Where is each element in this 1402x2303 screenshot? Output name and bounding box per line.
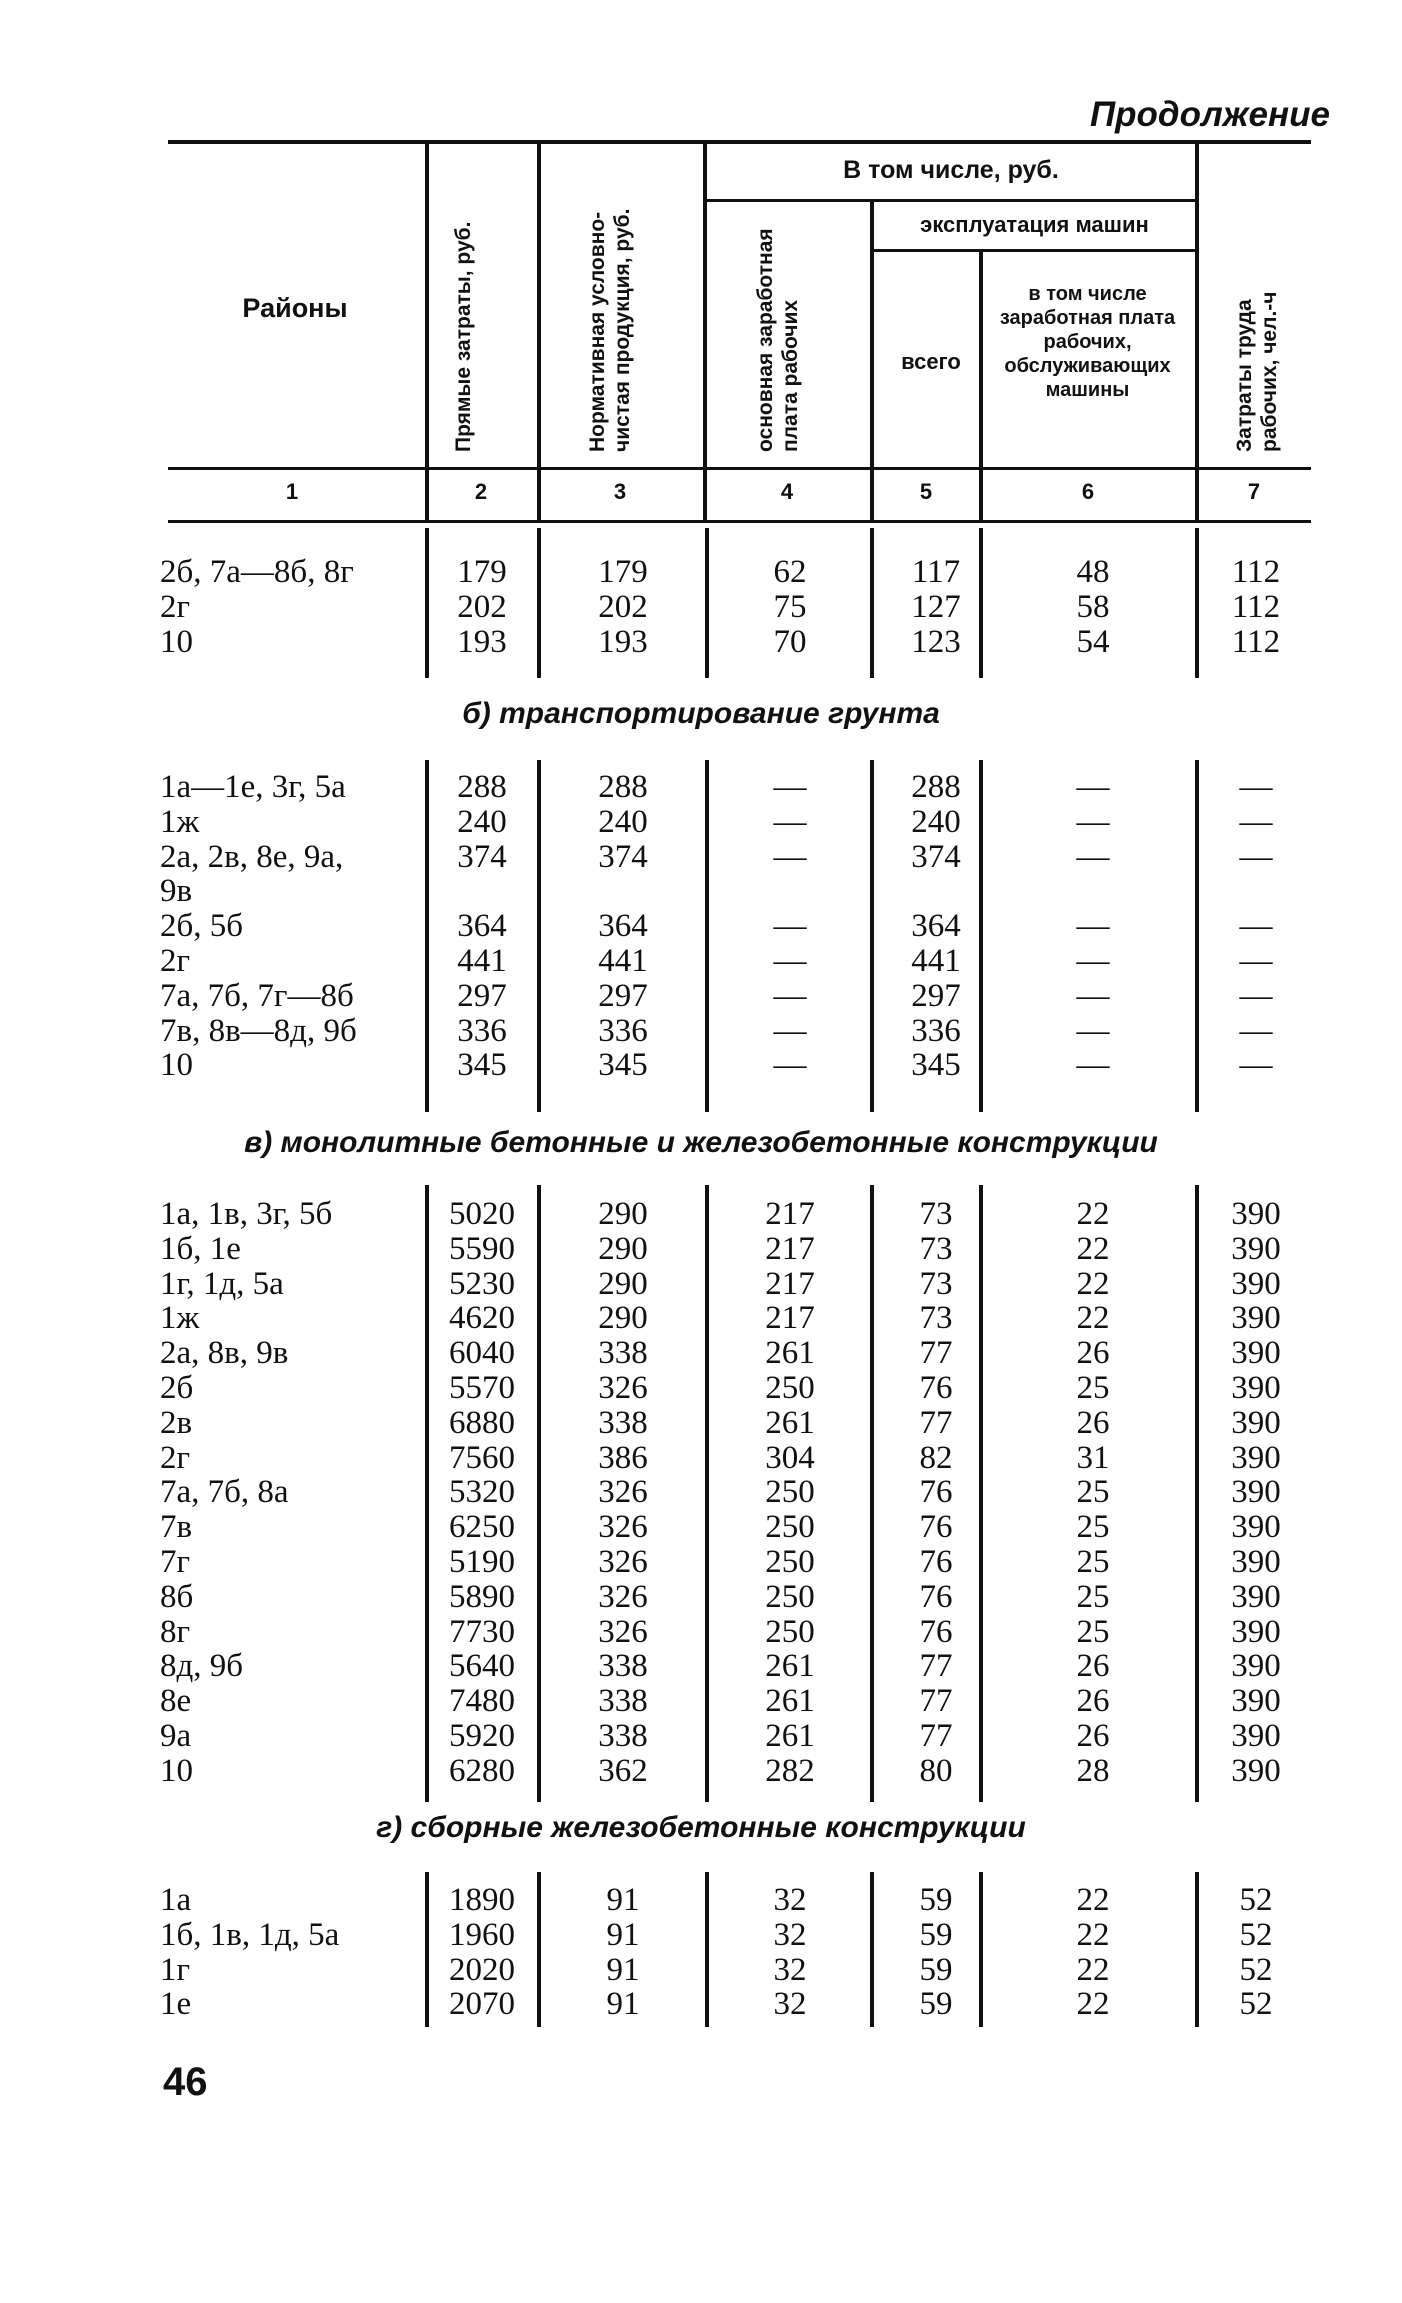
normative-output-cell: 193 <box>598 624 648 660</box>
labor-costs-cell: 390 <box>1231 1683 1281 1719</box>
page-number: 46 <box>163 2060 208 2104</box>
direct-costs-cell: 6280 <box>449 1753 515 1789</box>
normative-output-cell: 288 <box>598 769 648 805</box>
normative-output-cell: 91 <box>606 1986 640 2022</box>
region-cell: 2г <box>160 943 191 979</box>
base-wage-cell: 32 <box>773 1952 807 1988</box>
table-row <box>0 1441 1402 1476</box>
direct-costs-cell: 5590 <box>449 1231 515 1267</box>
machine-wage-cell: 25 <box>1076 1579 1110 1615</box>
machine-wage-cell: 26 <box>1076 1718 1110 1754</box>
base-wage-cell: — <box>773 1047 807 1083</box>
base-wage-cell: 75 <box>773 589 807 625</box>
table-row <box>0 1918 1402 1953</box>
machine-total-cell: 76 <box>919 1509 953 1545</box>
region-cell: 7а, 7б, 8а <box>160 1474 289 1510</box>
labor-costs-cell: 390 <box>1231 1544 1281 1580</box>
region-cell: 2в <box>160 1405 193 1441</box>
normative-output-cell: 91 <box>606 1952 640 1988</box>
region-cell: 10 <box>160 624 193 660</box>
labor-costs-cell: 52 <box>1239 1882 1273 1918</box>
machine-wage-cell: 54 <box>1076 624 1110 660</box>
machine-wage-cell: 22 <box>1076 1231 1110 1267</box>
region-cell: 8б <box>160 1579 194 1615</box>
table-row <box>0 1336 1402 1371</box>
table-row <box>0 1406 1402 1441</box>
machine-wage-cell: — <box>1076 839 1110 875</box>
direct-costs-cell: 2070 <box>449 1986 515 2022</box>
table-row <box>0 625 1402 660</box>
normative-output-cell: 386 <box>598 1440 648 1476</box>
labor-costs-cell: — <box>1239 943 1273 979</box>
direct-costs-cell: 7480 <box>449 1683 515 1719</box>
labor-costs-cell: 390 <box>1231 1718 1281 1754</box>
region-cell: 1а—1е, 3г, 5а <box>160 769 346 805</box>
machine-wage-cell: 22 <box>1076 1882 1110 1918</box>
table-row <box>0 1014 1402 1049</box>
table-row <box>0 805 1402 840</box>
normative-output-cell: 91 <box>606 1882 640 1918</box>
machine-total-cell: 76 <box>919 1614 953 1650</box>
header-vline-6 <box>1195 144 1199 520</box>
header-vline-2 <box>537 144 541 520</box>
machine-rule <box>873 249 1196 252</box>
normative-output-cell: 338 <box>598 1405 648 1441</box>
table-row <box>0 874 1402 909</box>
region-cell: 8е <box>160 1683 192 1719</box>
machine-total-cell: 441 <box>911 943 961 979</box>
region-cell: 2б, 7а—8б, 8г <box>160 554 354 590</box>
base-wage-cell: 250 <box>765 1544 815 1580</box>
table-row <box>0 1615 1402 1650</box>
machine-total-cell: 73 <box>919 1300 953 1336</box>
base-wage-cell: 250 <box>765 1370 815 1406</box>
direct-costs-cell: 193 <box>457 624 507 660</box>
labor-costs-cell: 112 <box>1231 589 1281 625</box>
normative-output-cell: 364 <box>598 908 648 944</box>
region-cell: 7в <box>160 1509 193 1545</box>
table-row <box>0 1197 1402 1232</box>
labor-costs-cell: 52 <box>1239 1917 1273 1953</box>
header-total: всего <box>901 349 961 374</box>
labor-costs-cell: — <box>1239 769 1273 805</box>
direct-costs-cell: 2020 <box>449 1952 515 1988</box>
region-cell: 9в <box>160 873 193 909</box>
machine-wage-cell: 25 <box>1076 1474 1110 1510</box>
header-including-rub: В том числе, руб. <box>843 156 1059 184</box>
top-rule <box>168 140 1311 144</box>
machine-total-cell: 76 <box>919 1579 953 1615</box>
region-cell: 2б <box>160 1370 194 1406</box>
normative-output-cell: 326 <box>598 1509 648 1545</box>
base-wage-cell: 70 <box>773 624 807 660</box>
header-vline-1 <box>425 144 429 520</box>
direct-costs-cell: 179 <box>457 554 507 590</box>
direct-costs-cell: 1890 <box>449 1882 515 1918</box>
region-cell: 2б, 5б <box>160 908 244 944</box>
labor-costs-cell: 390 <box>1231 1509 1281 1545</box>
normative-output-cell: 441 <box>598 943 648 979</box>
base-wage-cell: 261 <box>765 1335 815 1371</box>
machine-wage-cell: 25 <box>1076 1370 1110 1406</box>
normative-output-cell: 240 <box>598 804 648 840</box>
labor-costs-cell: 390 <box>1231 1300 1281 1336</box>
normative-output-cell: 326 <box>598 1579 648 1615</box>
base-wage-cell: 32 <box>773 1882 807 1918</box>
normative-output-cell: 345 <box>598 1047 648 1083</box>
machine-total-cell: 73 <box>919 1231 953 1267</box>
region-cell: 2а, 2в, 8е, 9а, <box>160 839 344 875</box>
base-wage-cell: 217 <box>765 1300 815 1336</box>
col-number-6: 6 <box>1081 479 1095 504</box>
labor-costs-cell: 390 <box>1231 1579 1281 1615</box>
base-wage-cell: 217 <box>765 1231 815 1267</box>
labor-costs-cell: — <box>1239 839 1273 875</box>
normative-output-cell: 338 <box>598 1648 648 1684</box>
base-wage-cell: — <box>773 943 807 979</box>
direct-costs-cell: 5320 <box>449 1474 515 1510</box>
labor-costs-cell: 390 <box>1231 1370 1281 1406</box>
section-title-precast: г) сборные железобетонные конструкции <box>376 1811 1026 1844</box>
normative-output-cell: 326 <box>598 1614 648 1650</box>
header-vline-4 <box>870 199 874 520</box>
header-bottom-rule <box>168 467 1311 470</box>
region-cell: 10 <box>160 1753 193 1789</box>
normative-output-cell: 374 <box>598 839 648 875</box>
region-cell: 2г <box>160 1440 191 1476</box>
machine-total-cell: 127 <box>911 589 961 625</box>
labor-costs-cell: 390 <box>1231 1440 1281 1476</box>
region-cell: 1е <box>160 1986 192 2022</box>
labor-costs-cell: 52 <box>1239 1952 1273 1988</box>
machine-wage-cell: — <box>1076 908 1110 944</box>
header-vline-5 <box>979 252 983 520</box>
direct-costs-cell: 441 <box>457 943 507 979</box>
machine-total-cell: 76 <box>919 1474 953 1510</box>
labor-costs-cell: — <box>1239 1047 1273 1083</box>
col-number-2: 2 <box>474 479 488 504</box>
normative-output-cell: 336 <box>598 1013 648 1049</box>
base-wage-cell: 261 <box>765 1405 815 1441</box>
machine-total-cell: 77 <box>919 1718 953 1754</box>
base-wage-cell: 250 <box>765 1614 815 1650</box>
normative-output-cell: 362 <box>598 1753 648 1789</box>
machine-wage-cell: 26 <box>1076 1405 1110 1441</box>
normative-output-cell: 290 <box>598 1266 648 1302</box>
normative-output-cell: 290 <box>598 1300 648 1336</box>
machine-total-cell: 240 <box>911 804 961 840</box>
header-labor-costs: Затраты труда рабочих, чел.-ч <box>1233 291 1281 452</box>
region-cell: 9а <box>160 1718 192 1754</box>
region-cell: 1а, 1в, 3г, 5б <box>160 1196 333 1232</box>
direct-costs-cell: 5920 <box>449 1718 515 1754</box>
normative-output-cell: 338 <box>598 1335 648 1371</box>
machine-wage-cell: 22 <box>1076 1917 1110 1953</box>
machine-wage-cell: 26 <box>1076 1335 1110 1371</box>
region-cell: 1г, 1д, 5а <box>160 1266 284 1302</box>
base-wage-cell: 32 <box>773 1917 807 1953</box>
labor-costs-cell: 390 <box>1231 1614 1281 1650</box>
labor-costs-cell: 112 <box>1231 624 1281 660</box>
region-cell: 8г <box>160 1614 191 1650</box>
machine-wage-cell: 22 <box>1076 1196 1110 1232</box>
header-base-wage: основная заработная плата рабочих <box>754 228 802 452</box>
machine-wage-cell: 28 <box>1076 1753 1110 1789</box>
machine-total-cell: 59 <box>919 1952 953 1988</box>
direct-costs-cell: 240 <box>457 804 507 840</box>
machine-wage-cell: 25 <box>1076 1544 1110 1580</box>
col-number-3: 3 <box>613 479 627 504</box>
direct-costs-cell: 5020 <box>449 1196 515 1232</box>
direct-costs-cell: 364 <box>457 908 507 944</box>
table-row <box>0 1754 1402 1789</box>
table-row <box>0 1987 1402 2022</box>
region-cell: 10 <box>160 1047 193 1083</box>
base-wage-cell: — <box>773 769 807 805</box>
labor-costs-cell: 390 <box>1231 1231 1281 1267</box>
labor-costs-cell: 390 <box>1231 1266 1281 1302</box>
base-wage-cell: — <box>773 804 807 840</box>
labor-costs-cell: 390 <box>1231 1753 1281 1789</box>
normative-output-cell: 326 <box>598 1474 648 1510</box>
base-wage-cell: 304 <box>765 1440 815 1476</box>
machine-total-cell: 117 <box>911 554 961 590</box>
machine-total-cell: 364 <box>911 908 961 944</box>
machine-total-cell: 73 <box>919 1196 953 1232</box>
table-row <box>0 979 1402 1014</box>
header-normative-output: Нормативная условно-чистая продукция, руб. <box>586 208 634 452</box>
table-row <box>0 1580 1402 1615</box>
machine-total-cell: 123 <box>911 624 961 660</box>
base-wage-cell: 250 <box>765 1474 815 1510</box>
direct-costs-cell: 6250 <box>449 1509 515 1545</box>
table-row <box>0 1510 1402 1545</box>
labor-costs-cell: 52 <box>1239 1986 1273 2022</box>
region-cell: 1ж <box>160 804 200 840</box>
base-wage-cell: 32 <box>773 1986 807 2022</box>
base-wage-cell: 62 <box>773 554 807 590</box>
region-cell: 2г <box>160 589 191 625</box>
machine-wage-cell: 25 <box>1076 1614 1110 1650</box>
direct-costs-cell: 5640 <box>449 1648 515 1684</box>
direct-costs-cell: 7560 <box>449 1440 515 1476</box>
table-row <box>0 1649 1402 1684</box>
base-wage-cell: 261 <box>765 1648 815 1684</box>
direct-costs-cell: 288 <box>457 769 507 805</box>
normative-output-cell: 290 <box>598 1196 648 1232</box>
table-row <box>0 1232 1402 1267</box>
labor-costs-cell: 390 <box>1231 1405 1281 1441</box>
direct-costs-cell: 5570 <box>449 1370 515 1406</box>
region-cell: 1ж <box>160 1300 200 1336</box>
labor-costs-cell: 390 <box>1231 1335 1281 1371</box>
table-row <box>0 1475 1402 1510</box>
table-row <box>0 1719 1402 1754</box>
base-wage-cell: — <box>773 839 807 875</box>
labor-costs-cell: — <box>1239 908 1273 944</box>
region-cell: 8д, 9б <box>160 1648 244 1684</box>
region-cell: 7в, 8в—8д, 9б <box>160 1013 357 1049</box>
normative-output-cell: 91 <box>606 1917 640 1953</box>
base-wage-cell: 217 <box>765 1196 815 1232</box>
base-wage-cell: — <box>773 1013 807 1049</box>
machine-wage-cell: 58 <box>1076 589 1110 625</box>
machine-total-cell: 297 <box>911 978 961 1014</box>
machine-wage-cell: — <box>1076 1047 1110 1083</box>
machine-total-cell: 73 <box>919 1266 953 1302</box>
machine-wage-cell: 31 <box>1076 1440 1110 1476</box>
table-row <box>0 1545 1402 1580</box>
normative-output-cell: 202 <box>598 589 648 625</box>
machine-wage-cell: — <box>1076 1013 1110 1049</box>
numbers-bottom-rule <box>168 520 1311 523</box>
direct-costs-cell: 6040 <box>449 1335 515 1371</box>
machine-total-cell: 59 <box>919 1986 953 2022</box>
normative-output-cell: 338 <box>598 1683 648 1719</box>
machine-total-cell: 288 <box>911 769 961 805</box>
table-row <box>0 1883 1402 1918</box>
direct-costs-cell: 5190 <box>449 1544 515 1580</box>
normative-output-cell: 326 <box>598 1370 648 1406</box>
labor-costs-cell: — <box>1239 978 1273 1014</box>
machine-wage-cell: 26 <box>1076 1648 1110 1684</box>
machine-total-cell: 76 <box>919 1544 953 1580</box>
direct-costs-cell: 5890 <box>449 1579 515 1615</box>
direct-costs-cell: 1960 <box>449 1917 515 1953</box>
labor-costs-cell: 390 <box>1231 1196 1281 1232</box>
machine-total-cell: 80 <box>919 1753 953 1789</box>
table-row <box>0 1953 1402 1988</box>
machine-wage-cell: 25 <box>1076 1509 1110 1545</box>
direct-costs-cell: 336 <box>457 1013 507 1049</box>
machine-wage-cell: 22 <box>1076 1300 1110 1336</box>
normative-output-cell: 179 <box>598 554 648 590</box>
base-wage-cell: 250 <box>765 1509 815 1545</box>
section-title-monolithic: в) монолитные бетонные и железобетонные конструкции <box>244 1126 1158 1159</box>
region-cell: 1б, 1в, 1д, 5а <box>160 1917 340 1953</box>
labor-costs-cell: 112 <box>1231 554 1281 590</box>
table-row <box>0 840 1402 875</box>
machine-wage-cell: — <box>1076 978 1110 1014</box>
machine-total-cell: 345 <box>911 1047 961 1083</box>
table-row <box>0 1684 1402 1719</box>
region-cell: 2а, 8в, 9в <box>160 1335 289 1371</box>
table-row <box>0 590 1402 625</box>
base-wage-cell: 217 <box>765 1266 815 1302</box>
machine-total-cell: 77 <box>919 1335 953 1371</box>
machine-wage-cell: 22 <box>1076 1266 1110 1302</box>
header-incl-wage-operators: в том числе заработная плата рабочих, обслуживающих машины <box>999 283 1176 401</box>
normative-output-cell: 338 <box>598 1718 648 1754</box>
header-machine-operation: эксплуатация машин <box>920 212 1149 237</box>
machine-wage-cell: — <box>1076 769 1110 805</box>
labor-costs-cell: — <box>1239 804 1273 840</box>
col-number-7: 7 <box>1247 479 1261 504</box>
machine-total-cell: 76 <box>919 1370 953 1406</box>
header-vline-3 <box>703 144 707 520</box>
machine-total-cell: 59 <box>919 1917 953 1953</box>
machine-total-cell: 374 <box>911 839 961 875</box>
machine-total-cell: 77 <box>919 1405 953 1441</box>
machine-total-cell: 336 <box>911 1013 961 1049</box>
base-wage-cell: — <box>773 908 807 944</box>
machine-wage-cell: — <box>1076 804 1110 840</box>
table-row <box>0 1267 1402 1302</box>
header-regions: Районы <box>242 293 348 323</box>
col-number-4: 4 <box>780 479 794 504</box>
machine-wage-cell: 26 <box>1076 1683 1110 1719</box>
direct-costs-cell: 374 <box>457 839 507 875</box>
direct-costs-cell: 4620 <box>449 1300 515 1336</box>
table-row <box>0 909 1402 944</box>
region-cell: 1г <box>160 1952 191 1988</box>
table-row <box>0 1048 1402 1083</box>
machine-wage-cell: 22 <box>1076 1986 1110 2022</box>
col-number-1: 1 <box>285 479 299 504</box>
table-row <box>0 944 1402 979</box>
table-row <box>0 555 1402 590</box>
machine-wage-cell: — <box>1076 943 1110 979</box>
normative-output-cell: 290 <box>598 1231 648 1267</box>
machine-total-cell: 82 <box>919 1440 953 1476</box>
machine-total-cell: 77 <box>919 1683 953 1719</box>
continuation-label: Продолжение <box>1090 95 1330 134</box>
direct-costs-cell: 202 <box>457 589 507 625</box>
table-row <box>0 1301 1402 1336</box>
table-row <box>0 1371 1402 1406</box>
header-direct-costs: Прямые затраты, руб. <box>452 221 475 452</box>
base-wage-cell: 261 <box>765 1718 815 1754</box>
normative-output-cell: 297 <box>598 978 648 1014</box>
direct-costs-cell: 345 <box>457 1047 507 1083</box>
direct-costs-cell: 7730 <box>449 1614 515 1650</box>
normative-output-cell: 326 <box>598 1544 648 1580</box>
direct-costs-cell: 6880 <box>449 1405 515 1441</box>
direct-costs-cell: 297 <box>457 978 507 1014</box>
region-cell: 1б, 1е <box>160 1231 241 1267</box>
section-title-transport: б) транспортирование грунта <box>462 697 940 730</box>
machine-total-cell: 59 <box>919 1882 953 1918</box>
col-number-5: 5 <box>919 479 933 504</box>
direct-costs-cell: 5230 <box>449 1266 515 1302</box>
table-row <box>0 770 1402 805</box>
machine-total-cell: 77 <box>919 1648 953 1684</box>
labor-costs-cell: 390 <box>1231 1648 1281 1684</box>
region-cell: 7г <box>160 1544 191 1580</box>
machine-wage-cell: 48 <box>1076 554 1110 590</box>
region-cell: 1а <box>160 1882 192 1918</box>
base-wage-cell: 250 <box>765 1579 815 1615</box>
region-cell: 7а, 7б, 7г—8б <box>160 978 354 1014</box>
machine-wage-cell: 22 <box>1076 1952 1110 1988</box>
base-wage-cell: — <box>773 978 807 1014</box>
labor-costs-cell: 390 <box>1231 1474 1281 1510</box>
base-wage-cell: 282 <box>765 1753 815 1789</box>
base-wage-cell: 261 <box>765 1683 815 1719</box>
labor-costs-cell: — <box>1239 1013 1273 1049</box>
